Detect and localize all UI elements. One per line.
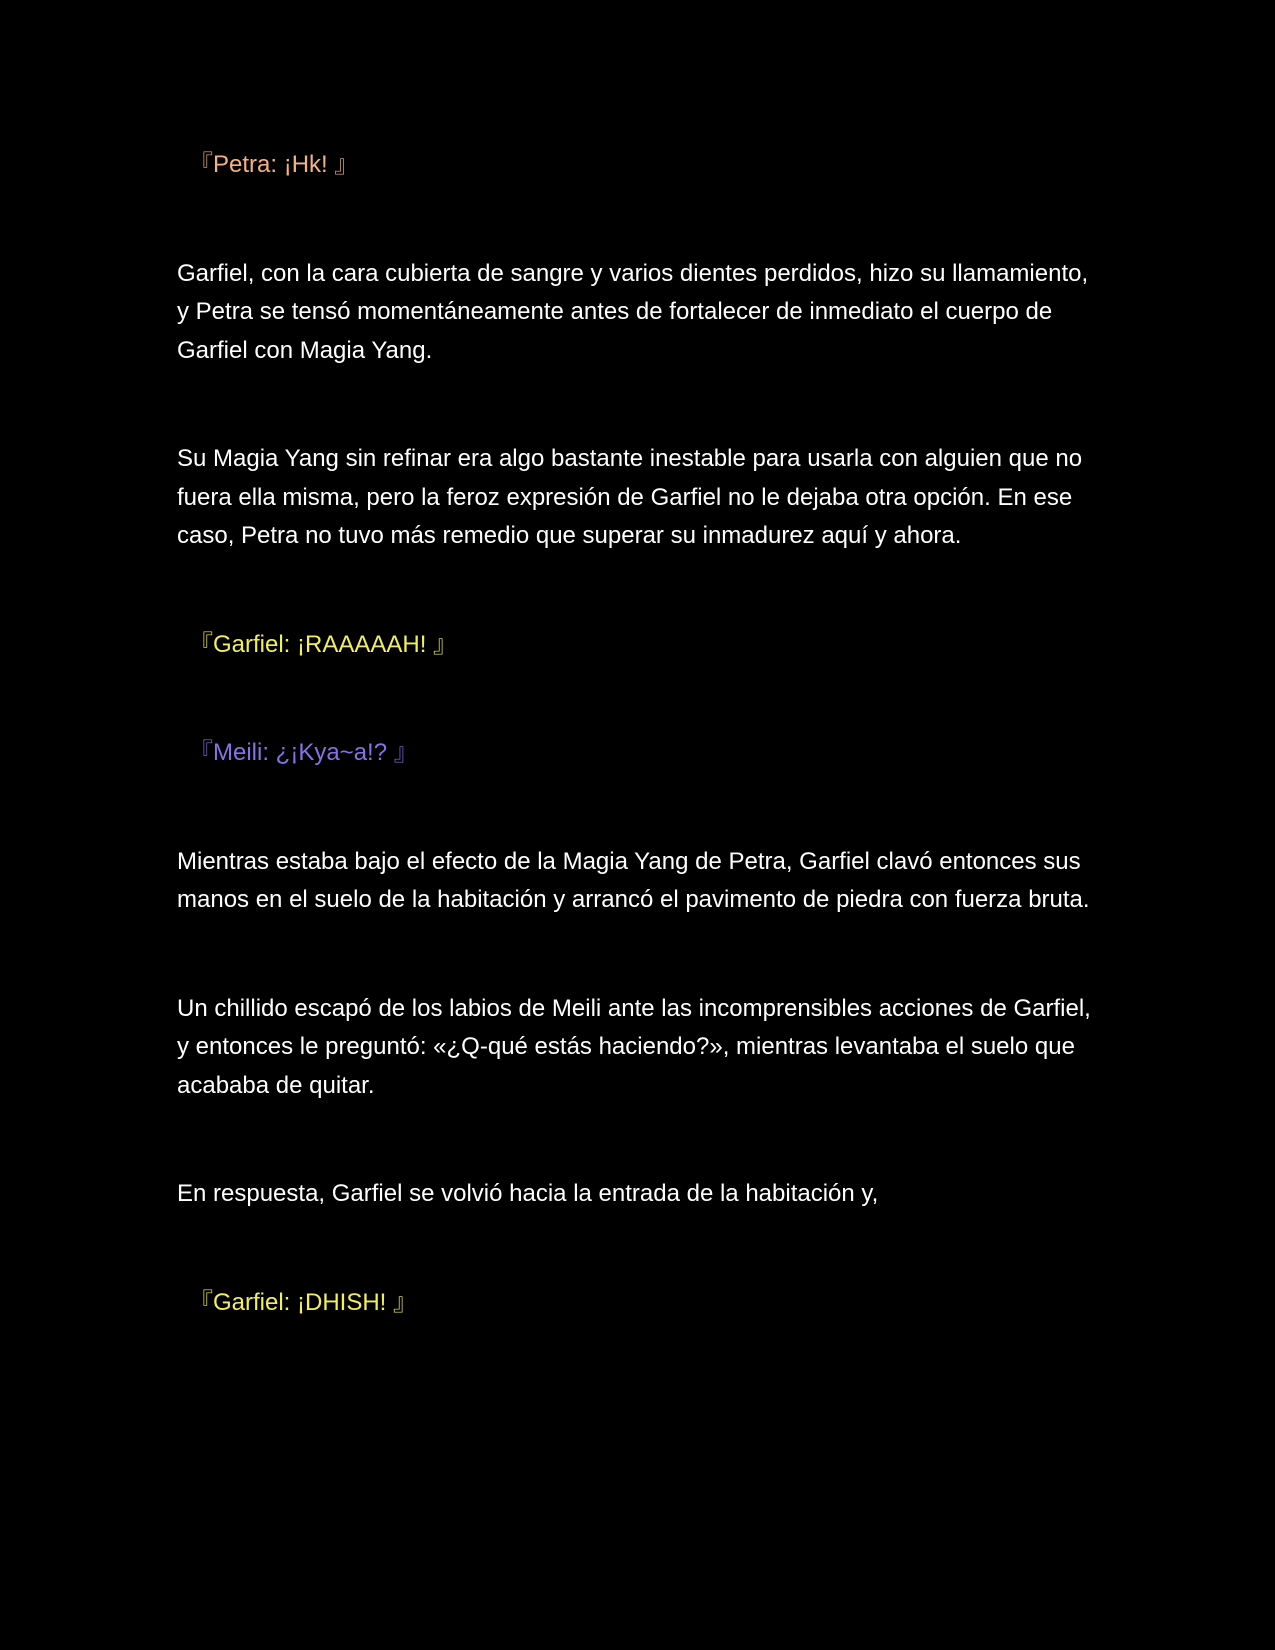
paragraph-garfiel-call: Garfiel, con la cara cubierta de sangre y varios dientes perdidos, hizo su llamamiento, y Petra se tensó momentáneamente antes de fortalecer de inmediato el cuerpo de Garfiel con Magia Yang. bbox=[177, 259, 1089, 364]
dialogue-petra-hk: 『Petra: ¡Hk! 』 bbox=[189, 151, 359, 178]
paragraph-garfiel-turns: En respuesta, Garfiel se volvió hacia la entrada de la habitación y, bbox=[177, 1180, 879, 1207]
paragraph-meili-shriek: Un chillido escapó de los labios de Meili ante las incomprensibles acciones de Garfiel, y entonces le preguntó: «¿Q-qué estás haciendo?», mientras levantaba el suelo que acababa de quitar. bbox=[177, 994, 1091, 1099]
dialogue-garfiel-dhish: 『Garfiel: ¡DHISH! 』 bbox=[189, 1288, 418, 1316]
dialogue-garfiel-raaaaah: 『Garfiel: ¡RAAAAAH! 』 bbox=[189, 630, 458, 658]
paragraph-floor-ripped: Mientras estaba bajo el efecto de la Magia Yang de Petra, Garfiel clavó entonces sus manos en el suelo de la habitación y arrancó el pavimento de piedra con fuerza bruta. bbox=[177, 847, 1090, 913]
text-column bbox=[177, 146, 1097, 1392]
paragraph-yang-magic: Su Magia Yang sin refinar era algo bastante inestable para usarla con alguien que no fuera ella misma, pero la feroz expresión de Garfiel no le dejaba otra opción. En ese caso, Petra no tuvo más remedio que superar su inmadurez aquí y ahora. bbox=[177, 445, 1083, 549]
dialogue-meili-kyaa: 『Meili: ¿¡Kya~a!? 』 bbox=[189, 739, 418, 766]
